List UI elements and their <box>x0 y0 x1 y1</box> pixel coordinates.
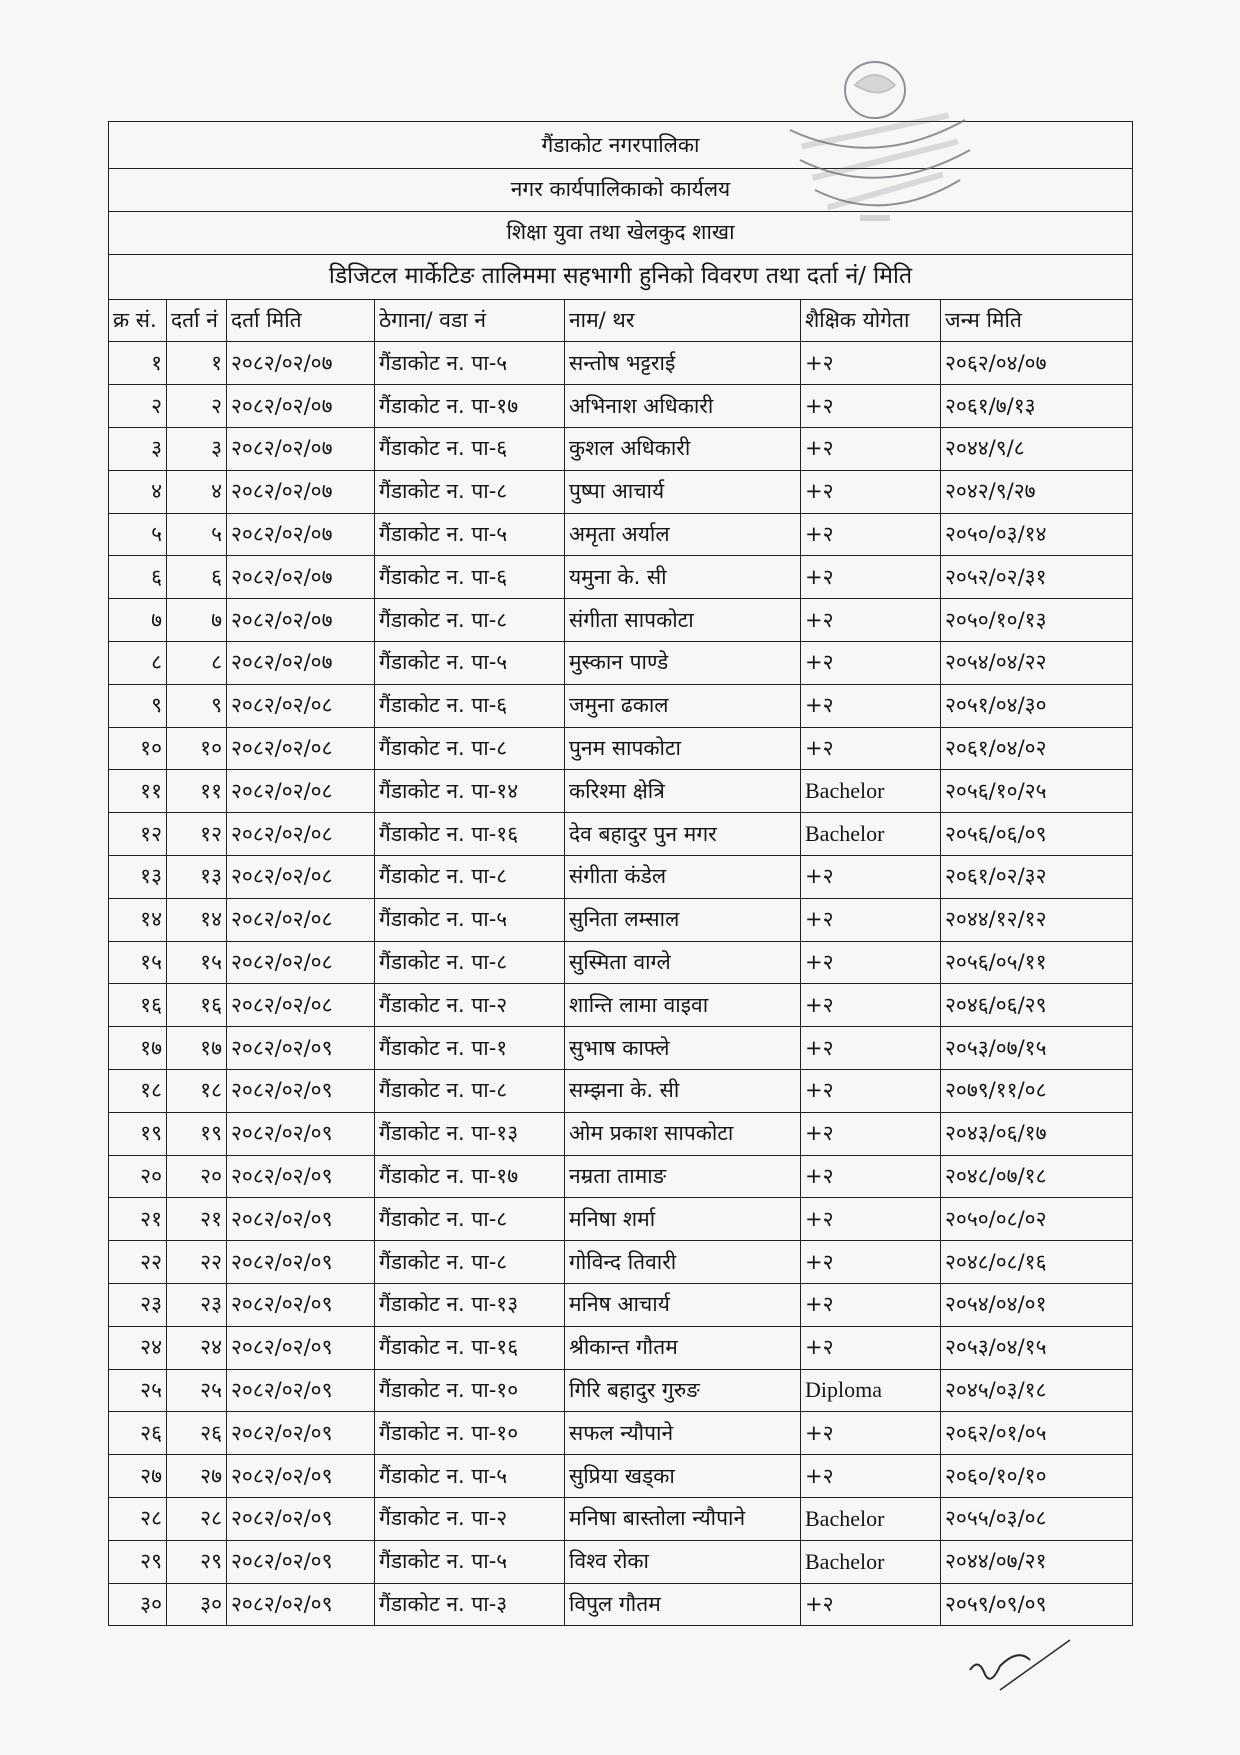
cell-education: +२ <box>801 1241 941 1284</box>
cell-address: गैंडाकोट न. पा-२ <box>375 984 565 1027</box>
cell-reg-date: २०८२/०२/०७ <box>227 641 375 684</box>
cell-address: गैंडाकोट न. पा-५ <box>375 1540 565 1583</box>
cell-education: +२ <box>801 1112 941 1155</box>
cell-reg-date: २०८२/०२/०७ <box>227 342 375 385</box>
cell-education: Bachelor <box>801 770 941 813</box>
office-name: नगर कार्यपालिकाको कार्यलय <box>109 169 1133 212</box>
registration-table <box>108 121 1133 1626</box>
cell-education: +२ <box>801 684 941 727</box>
cell-education: +२ <box>801 385 941 428</box>
municipality-name: गैंडाकोट नगरपालिका <box>109 122 1133 169</box>
cell-dob: २०४४/९/८ <box>941 427 1133 470</box>
cell-education: +२ <box>801 1027 941 1070</box>
cell-address: गैंडाकोट न. पा-१३ <box>375 1283 565 1326</box>
cell-reg-date: २०८२/०२/०९ <box>227 1069 375 1112</box>
cell-education: +२ <box>801 599 941 642</box>
table-row <box>109 641 1133 684</box>
cell-sn: २८ <box>109 1497 167 1540</box>
cell-education: +२ <box>801 1155 941 1198</box>
cell-reg-date: २०८२/०२/०७ <box>227 427 375 470</box>
cell-reg-date: २०८२/०२/०९ <box>227 1241 375 1284</box>
table-row <box>109 427 1133 470</box>
cell-dob: २०६१/०४/०२ <box>941 727 1133 770</box>
table-row <box>109 898 1133 941</box>
col-header-sn: क्र सं. <box>109 299 167 342</box>
cell-name: सुस्मिता वाग्ले <box>565 941 801 984</box>
cell-address: गैंडाकोट न. पा-१७ <box>375 1155 565 1198</box>
cell-sn: ३० <box>109 1583 167 1626</box>
cell-dob: २०४४/०७/२१ <box>941 1540 1133 1583</box>
cell-reg-date: २०८२/०२/०९ <box>227 1540 375 1583</box>
col-header-name: नाम/ थर <box>565 299 801 342</box>
section-name: शिक्षा युवा तथा खेलकुद शाखा <box>109 211 1133 254</box>
cell-reg-no: १ <box>167 342 227 385</box>
cell-reg-date: २०८२/०२/०९ <box>227 1497 375 1540</box>
cell-address: गैंडाकोट न. पा-८ <box>375 470 565 513</box>
table-row <box>109 1326 1133 1369</box>
cell-reg-no: २१ <box>167 1198 227 1241</box>
cell-reg-date: २०८२/०२/०९ <box>227 1027 375 1070</box>
cell-name: सन्तोष भट्टराई <box>565 342 801 385</box>
cell-education: +२ <box>801 1583 941 1626</box>
cell-reg-no: १३ <box>167 855 227 898</box>
cell-reg-date: २०८२/०२/०९ <box>227 1283 375 1326</box>
column-header-row <box>109 299 1133 342</box>
cell-reg-date: २०८२/०२/०८ <box>227 770 375 813</box>
cell-reg-date: २०८२/०२/०८ <box>227 984 375 1027</box>
cell-address: गैंडाकोट न. पा-१४ <box>375 770 565 813</box>
signature <box>960 1630 1080 1700</box>
cell-sn: १० <box>109 727 167 770</box>
cell-sn: ३ <box>109 427 167 470</box>
cell-education: Bachelor <box>801 813 941 856</box>
cell-education: +२ <box>801 427 941 470</box>
cell-reg-date: २०८२/०२/०९ <box>227 1198 375 1241</box>
cell-reg-date: २०८२/०२/०७ <box>227 385 375 428</box>
col-header-reg-date: दर्ता मिति <box>227 299 375 342</box>
cell-dob: २०५३/०४/१५ <box>941 1326 1133 1369</box>
table-row <box>109 599 1133 642</box>
cell-address: गैंडाकोट न. पा-१३ <box>375 1112 565 1155</box>
cell-address: गैंडाकोट न. पा-१७ <box>375 385 565 428</box>
cell-dob: २०५५/०३/०८ <box>941 1497 1133 1540</box>
cell-dob: २०६१/०२/३२ <box>941 855 1133 898</box>
cell-dob: २०६१/७/१३ <box>941 385 1133 428</box>
table-row <box>109 1069 1133 1112</box>
cell-reg-date: २०८२/०२/०८ <box>227 941 375 984</box>
cell-address: गैंडाकोट न. पा-५ <box>375 641 565 684</box>
cell-reg-no: ११ <box>167 770 227 813</box>
cell-address: गैंडाकोट न. पा-५ <box>375 513 565 556</box>
cell-education: +२ <box>801 855 941 898</box>
cell-dob: २०४२/९/२७ <box>941 470 1133 513</box>
cell-name: विश्व रोका <box>565 1540 801 1583</box>
cell-reg-no: २२ <box>167 1241 227 1284</box>
cell-reg-date: २०८२/०२/०७ <box>227 513 375 556</box>
cell-name: संगीता सापकोटा <box>565 599 801 642</box>
cell-education: +२ <box>801 727 941 770</box>
cell-dob: २०४५/०३/१८ <box>941 1369 1133 1412</box>
cell-name: सुभाष काफ्ले <box>565 1027 801 1070</box>
table-row <box>109 1497 1133 1540</box>
cell-sn: १६ <box>109 984 167 1027</box>
cell-reg-no: ७ <box>167 599 227 642</box>
cell-reg-no: २५ <box>167 1369 227 1412</box>
cell-education: +२ <box>801 1198 941 1241</box>
cell-education: +२ <box>801 1069 941 1112</box>
cell-dob: २०६२/०४/०७ <box>941 342 1133 385</box>
col-header-reg-no: दर्ता नं <box>167 299 227 342</box>
cell-education: +२ <box>801 556 941 599</box>
cell-name: शान्ति लामा वाइवा <box>565 984 801 1027</box>
cell-dob: २०७९/११/०८ <box>941 1069 1133 1112</box>
cell-address: गैंडाकोट न. पा-१० <box>375 1369 565 1412</box>
cell-address: गैंडाकोट न. पा-१६ <box>375 1326 565 1369</box>
cell-dob: २०५६/०६/०९ <box>941 813 1133 856</box>
cell-name: सफल न्यौपाने <box>565 1412 801 1455</box>
cell-sn: २४ <box>109 1326 167 1369</box>
cell-reg-date: २०८२/०२/०८ <box>227 727 375 770</box>
cell-dob: २०४६/०६/२९ <box>941 984 1133 1027</box>
cell-reg-no: १२ <box>167 813 227 856</box>
cell-name: मुस्कान पाण्डे <box>565 641 801 684</box>
cell-reg-no: १६ <box>167 984 227 1027</box>
cell-name: सुप्रिया खड्का <box>565 1455 801 1498</box>
cell-reg-date: २०८२/०२/०९ <box>227 1583 375 1626</box>
table-row <box>109 1283 1133 1326</box>
cell-dob: २०४४/१२/१२ <box>941 898 1133 941</box>
cell-sn: २९ <box>109 1540 167 1583</box>
cell-reg-no: १८ <box>167 1069 227 1112</box>
cell-address: गैंडाकोट न. पा-१० <box>375 1412 565 1455</box>
cell-sn: २३ <box>109 1283 167 1326</box>
cell-dob: २०४३/०६/१७ <box>941 1112 1133 1155</box>
table-row <box>109 470 1133 513</box>
cell-address: गैंडाकोट न. पा-३ <box>375 1583 565 1626</box>
cell-reg-no: २३ <box>167 1283 227 1326</box>
cell-name: मनिषा शर्मा <box>565 1198 801 1241</box>
cell-education: +२ <box>801 1412 941 1455</box>
cell-sn: १९ <box>109 1112 167 1155</box>
cell-address: गैंडाकोट न. पा-८ <box>375 727 565 770</box>
cell-reg-no: २६ <box>167 1412 227 1455</box>
cell-reg-no: २८ <box>167 1497 227 1540</box>
table-row <box>109 342 1133 385</box>
cell-reg-no: २० <box>167 1155 227 1198</box>
cell-sn: १३ <box>109 855 167 898</box>
table-row <box>109 727 1133 770</box>
cell-reg-no: २७ <box>167 1455 227 1498</box>
cell-sn: ५ <box>109 513 167 556</box>
cell-sn: ८ <box>109 641 167 684</box>
cell-address: गैंडाकोट न. पा-५ <box>375 1455 565 1498</box>
cell-reg-no: ४ <box>167 470 227 513</box>
table-row <box>109 684 1133 727</box>
col-header-education: शैक्षिक योगेता <box>801 299 941 342</box>
cell-reg-no: ३० <box>167 1583 227 1626</box>
cell-dob: २०५१/०४/३० <box>941 684 1133 727</box>
cell-name: मनिषा बास्तोला न्यौपाने <box>565 1497 801 1540</box>
cell-dob: २०५६/१०/२५ <box>941 770 1133 813</box>
cell-address: गैंडाकोट न. पा-६ <box>375 556 565 599</box>
cell-education: +२ <box>801 641 941 684</box>
col-header-dob: जन्म मिति <box>941 299 1133 342</box>
cell-name: विपुल गौतम <box>565 1583 801 1626</box>
cell-sn: ७ <box>109 599 167 642</box>
table-row <box>109 1583 1133 1626</box>
cell-address: गैंडाकोट न. पा-८ <box>375 599 565 642</box>
cell-address: गैंडाकोट न. पा-५ <box>375 342 565 385</box>
cell-reg-no: १७ <box>167 1027 227 1070</box>
cell-address: गैंडाकोट न. पा-८ <box>375 1198 565 1241</box>
cell-education: +२ <box>801 513 941 556</box>
cell-education: Diploma <box>801 1369 941 1412</box>
cell-reg-date: २०८२/०२/०७ <box>227 599 375 642</box>
cell-reg-date: २०८२/०२/०८ <box>227 855 375 898</box>
office-seal <box>770 50 980 250</box>
table-row <box>109 1455 1133 1498</box>
cell-sn: १२ <box>109 813 167 856</box>
cell-reg-no: १९ <box>167 1112 227 1155</box>
cell-dob: २०४८/०८/१६ <box>941 1241 1133 1284</box>
col-header-address: ठेगाना/ वडा नं <box>375 299 565 342</box>
cell-education: Bachelor <box>801 1540 941 1583</box>
cell-name: पुनम सापकोटा <box>565 727 801 770</box>
cell-reg-no: ५ <box>167 513 227 556</box>
cell-sn: ४ <box>109 470 167 513</box>
table-row <box>109 556 1133 599</box>
table-row <box>109 813 1133 856</box>
cell-dob: २०५६/०५/११ <box>941 941 1133 984</box>
cell-sn: २ <box>109 385 167 428</box>
cell-address: गैंडाकोट न. पा-८ <box>375 941 565 984</box>
cell-sn: ९ <box>109 684 167 727</box>
table-row <box>109 984 1133 1027</box>
cell-reg-no: २ <box>167 385 227 428</box>
cell-name: श्रीकान्त गौतम <box>565 1326 801 1369</box>
cell-name: नम्रता तामाङ <box>565 1155 801 1198</box>
cell-reg-no: ६ <box>167 556 227 599</box>
cell-reg-date: २०८२/०२/०९ <box>227 1412 375 1455</box>
table-row <box>109 1112 1133 1155</box>
cell-sn: १४ <box>109 898 167 941</box>
cell-reg-no: ८ <box>167 641 227 684</box>
cell-reg-date: २०८२/०२/०९ <box>227 1455 375 1498</box>
table-row <box>109 1369 1133 1412</box>
cell-dob: २०५४/०४/२२ <box>941 641 1133 684</box>
cell-education: +२ <box>801 1326 941 1369</box>
cell-reg-no: ९ <box>167 684 227 727</box>
cell-address: गैंडाकोट न. पा-८ <box>375 1241 565 1284</box>
cell-education: Bachelor <box>801 1497 941 1540</box>
cell-sn: २१ <box>109 1198 167 1241</box>
cell-name: यमुना के. सी <box>565 556 801 599</box>
cell-dob: २०५२/०२/३१ <box>941 556 1133 599</box>
table-row <box>109 1412 1133 1455</box>
cell-education: +२ <box>801 1455 941 1498</box>
cell-address: गैंडाकोट न. पा-८ <box>375 855 565 898</box>
cell-education: +२ <box>801 898 941 941</box>
cell-address: गैंडाकोट न. पा-१ <box>375 1027 565 1070</box>
cell-name: संगीता कंडेल <box>565 855 801 898</box>
header-row-title <box>109 254 1133 299</box>
cell-name: गिरि बहादुर गुरुङ <box>565 1369 801 1412</box>
cell-reg-date: २०८२/०२/०८ <box>227 898 375 941</box>
cell-reg-no: २९ <box>167 1540 227 1583</box>
cell-education: +२ <box>801 470 941 513</box>
table-row <box>109 513 1133 556</box>
cell-address: गैंडाकोट न. पा-६ <box>375 427 565 470</box>
cell-address: गैंडाकोट न. पा-२ <box>375 1497 565 1540</box>
table-row <box>109 1155 1133 1198</box>
cell-sn: २५ <box>109 1369 167 1412</box>
cell-dob: २०५०/०३/१४ <box>941 513 1133 556</box>
cell-sn: २२ <box>109 1241 167 1284</box>
cell-name: ओम प्रकाश सापकोटा <box>565 1112 801 1155</box>
cell-name: मनिष आचार्य <box>565 1283 801 1326</box>
cell-dob: २०५९/०९/०९ <box>941 1583 1133 1626</box>
table-row <box>109 1027 1133 1070</box>
cell-name: करिश्मा क्षेत्रि <box>565 770 801 813</box>
cell-reg-no: १० <box>167 727 227 770</box>
cell-education: +२ <box>801 1283 941 1326</box>
cell-reg-date: २०८२/०२/०८ <box>227 684 375 727</box>
cell-name: सुनिता लम्साल <box>565 898 801 941</box>
cell-address: गैंडाकोट न. पा-५ <box>375 898 565 941</box>
cell-sn: १ <box>109 342 167 385</box>
cell-reg-date: २०८२/०२/०९ <box>227 1369 375 1412</box>
cell-address: गैंडाकोट न. पा-१६ <box>375 813 565 856</box>
cell-sn: १७ <box>109 1027 167 1070</box>
document-sheet <box>108 121 1132 1626</box>
cell-reg-date: २०८२/०२/०७ <box>227 470 375 513</box>
cell-name: जमुना ढकाल <box>565 684 801 727</box>
cell-name: गोविन्द तिवारी <box>565 1241 801 1284</box>
table-row <box>109 1540 1133 1583</box>
cell-address: गैंडाकोट न. पा-८ <box>375 1069 565 1112</box>
table-row <box>109 1241 1133 1284</box>
cell-reg-date: २०८२/०२/०७ <box>227 556 375 599</box>
cell-dob: २०५४/०४/०१ <box>941 1283 1133 1326</box>
cell-dob: २०५०/१०/१३ <box>941 599 1133 642</box>
cell-sn: १८ <box>109 1069 167 1112</box>
cell-sn: २७ <box>109 1455 167 1498</box>
cell-dob: २०५३/०७/१५ <box>941 1027 1133 1070</box>
cell-education: +२ <box>801 941 941 984</box>
cell-sn: ११ <box>109 770 167 813</box>
cell-sn: २० <box>109 1155 167 1198</box>
cell-education: +२ <box>801 342 941 385</box>
document-title: डिजिटल मार्केटिङ तालिममा सहभागी हुनिको विवरण तथा दर्ता नं/ मिति <box>109 254 1133 299</box>
cell-reg-date: २०८२/०२/०९ <box>227 1326 375 1369</box>
cell-reg-no: २४ <box>167 1326 227 1369</box>
cell-sn: ६ <box>109 556 167 599</box>
cell-reg-date: २०८२/०२/०८ <box>227 813 375 856</box>
table-row <box>109 941 1133 984</box>
cell-sn: २६ <box>109 1412 167 1455</box>
cell-dob: २०६०/१०/१० <box>941 1455 1133 1498</box>
cell-reg-date: २०८२/०२/०९ <box>227 1112 375 1155</box>
cell-address: गैंडाकोट न. पा-६ <box>375 684 565 727</box>
cell-name: कुशल अधिकारी <box>565 427 801 470</box>
table-row <box>109 385 1133 428</box>
cell-reg-date: २०८२/०२/०९ <box>227 1155 375 1198</box>
cell-name: सम्झना के. सी <box>565 1069 801 1112</box>
table-row <box>109 855 1133 898</box>
cell-dob: २०५०/०८/०२ <box>941 1198 1133 1241</box>
cell-sn: १५ <box>109 941 167 984</box>
cell-dob: २०६२/०१/०५ <box>941 1412 1133 1455</box>
cell-name: देव बहादुर पुन मगर <box>565 813 801 856</box>
cell-reg-no: ३ <box>167 427 227 470</box>
cell-education: +२ <box>801 984 941 1027</box>
cell-name: पुष्पा आचार्य <box>565 470 801 513</box>
cell-name: अभिनाश अधिकारी <box>565 385 801 428</box>
table-row <box>109 770 1133 813</box>
cell-name: अमृता अर्याल <box>565 513 801 556</box>
table-row <box>109 1198 1133 1241</box>
cell-reg-no: १४ <box>167 898 227 941</box>
cell-dob: २०४८/०७/१८ <box>941 1155 1133 1198</box>
cell-reg-no: १५ <box>167 941 227 984</box>
